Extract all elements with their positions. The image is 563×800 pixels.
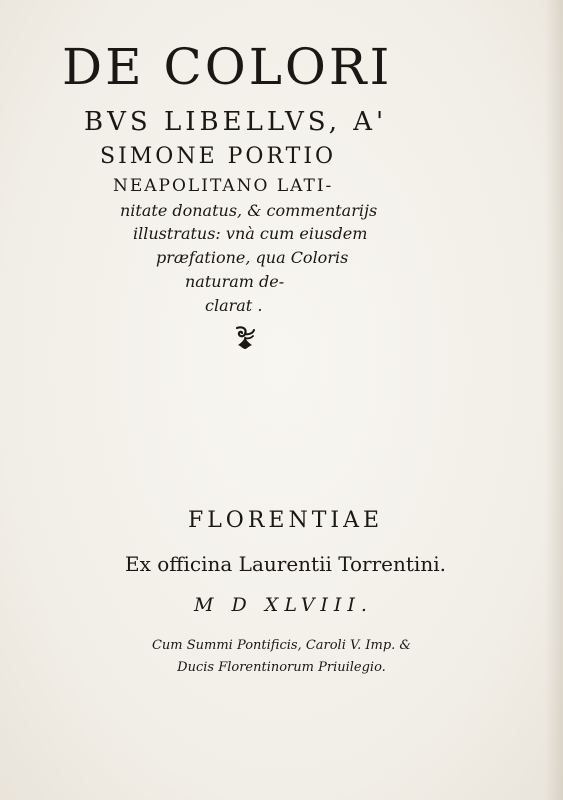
privilege-line-2: Ducis Florentinorum Priuilegio. [177,660,386,675]
title-line-8: naturam de- [185,272,285,291]
imprint-city: FLORENTIAE [187,508,384,533]
title-line-5: nitate donatus, & commentarijs [120,201,378,220]
fleuron-ornament-icon [233,325,257,351]
privilege-line-1: Cum Summi Pontificis, Caroli V. Imp. & [151,638,412,653]
title-line-9: clarat . [205,296,263,315]
title-line-3: SIMONE PORTIO [100,144,337,169]
imprint-year: M D XLVIII. [194,594,373,616]
imprint-printer: Ex officina Laurentii Torrentini. [125,552,446,576]
title-line-2: BVS LIBELLVS, A' [84,107,388,137]
title-line-1: DE COLORI [62,38,393,96]
title-line-7: præfatione, qua Coloris [156,248,349,267]
title-line-6: illustratus: vnà cum eiusdem [133,224,368,243]
title-line-4: NEAPOLITANO LATI- [113,176,334,196]
